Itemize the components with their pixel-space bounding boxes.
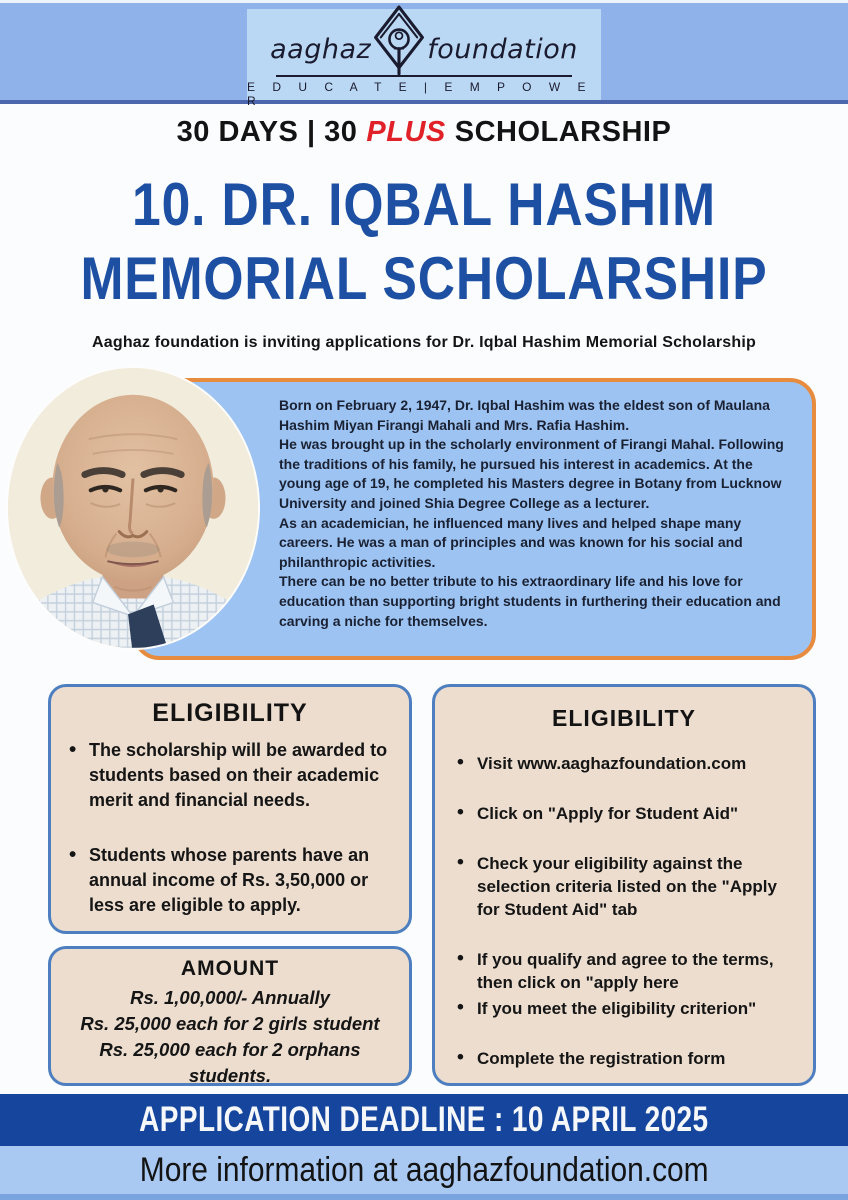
bio-paragraph-2: He was brought up in the scholarly environment of Firangi Mahal. Following the traditions of his family, he pursued his interest in academics. At the young age of 19, he completed his Masters degree in Botany from Lucknow University and joined Shia Degree College as a lecturer. [279, 436, 784, 511]
header-band [0, 0, 848, 108]
bio-paragraph-3: As an academician, he influenced many lives and helped shape many careers. He was a man of principles and was known for his social and philanthropic activities. [279, 514, 743, 570]
deadline-text: APPLICATION DEADLINE : 10 APRIL 2025 [139, 1100, 709, 1139]
amount-card [48, 946, 412, 1086]
bio-paragraph-1: Born on February 2, 1947, Dr. Iqbal Hashim was the eldest son of Maulana Hashim Miyan Firangi Mahali and Mrs. Rafia Hashim. [279, 397, 770, 433]
logo-text-aaghaz: aaghaz [270, 34, 372, 65]
title-line-2: MEMORIAL SCHOLARSHIP [80, 245, 768, 312]
eligibility-list [67, 738, 393, 918]
eligibility-card [48, 684, 412, 934]
scholarship-title [0, 168, 848, 316]
eligibility-item-1: • The scholarship will be awarded to students based on their academic merit and financial needs. [67, 738, 393, 813]
apply-heading: ELIGIBILITY [552, 705, 696, 731]
banner-part1: 30 DAYS | 30 [176, 116, 358, 148]
portrait-photo [6, 366, 260, 650]
apply-steps-list [455, 752, 793, 1070]
amount-line-2: Rs. 25,000 each for 2 girls student [80, 1013, 380, 1034]
apply-step-1: • Visit www.aaghazfoundation.com [455, 752, 793, 775]
apply-step-5: • If you meet the eligibility criterion" [455, 997, 793, 1020]
banner-heading [0, 116, 848, 149]
apply-step-6: • Complete the registration form [455, 1047, 793, 1070]
bottom-strip [0, 1194, 848, 1200]
footer-text: More information at aaghazfoundation.com [139, 1150, 709, 1189]
amount-line-1: Rs. 1,00,000/- Annually [130, 987, 330, 1008]
logo-panel [247, 9, 601, 108]
amount-line-3: Rs. 25,000 each for 2 orphans students. [99, 1039, 361, 1086]
bio-paragraph-4: There can be no better tribute to his extraordinary life and his love for education than supporting bright students in furthering their education and carving a niche for themselves. [279, 573, 781, 629]
logo-tagline: E D U C A T E | E M P O W E R [247, 80, 593, 108]
eligibility-heading: ELIGIBILITY [152, 699, 308, 727]
apply-steps-card [432, 684, 816, 1086]
subtitle: Aaghaz foundation is inviting applications for Dr. Iqbal Hashim Memorial Scholarship [92, 334, 756, 351]
deadline-bar [0, 1094, 848, 1146]
logo-text-foundation: foundation [427, 34, 578, 65]
apply-step-4: • If you qualify and agree to the terms, then click on "apply here [455, 948, 793, 994]
apply-step-3: • Check your eligibility against the selection criteria listed on the "Apply for Student Aid" tab [455, 852, 793, 921]
footer-bar [0, 1146, 848, 1194]
banner-highlight: PLUS [366, 116, 446, 148]
logo-diamond-icon [373, 4, 425, 76]
banner-part2: SCHOLARSHIP [454, 116, 672, 148]
title-line-1: 10. DR. IQBAL HASHIM [132, 171, 716, 238]
logo [270, 11, 578, 69]
portrait-illustration [8, 368, 258, 648]
amount-lines [65, 985, 395, 1089]
eligibility-item-2: • Students whose parents have an annual income of Rs. 3,50,000 or less are eligible to apply. [67, 843, 393, 918]
apply-step-2: • Click on "Apply for Student Aid" [455, 802, 793, 825]
amount-heading: AMOUNT [180, 957, 280, 980]
